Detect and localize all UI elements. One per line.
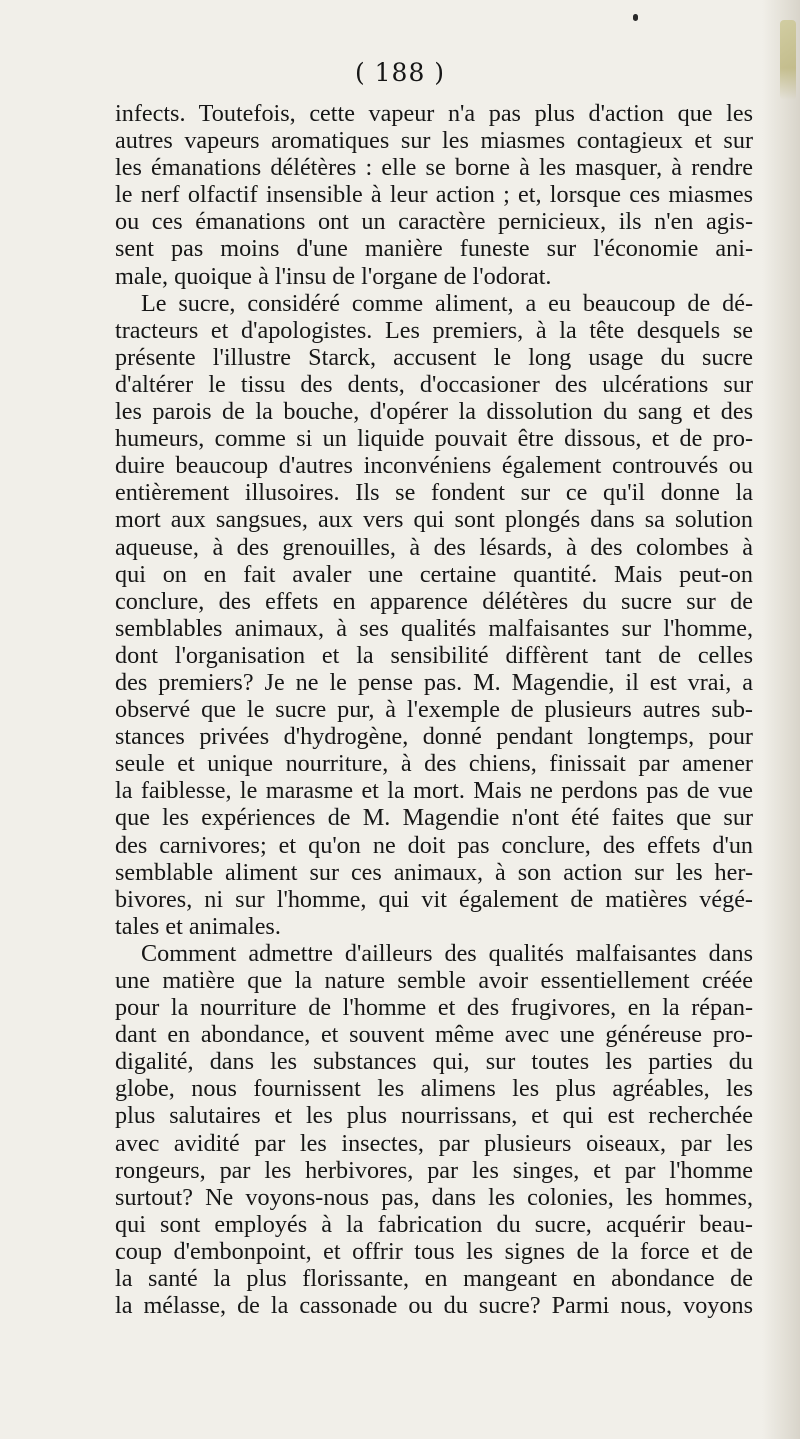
text-line: tales et animales. [115,912,281,940]
text-line: observé que le sucre pur, à l'exemple de plusieurs autres sub- [115,696,753,724]
text-line: la faiblesse, le marasme et la mort. Mais ne perdons pas de vue [115,777,753,805]
text-line: coup d'embonpoint, et offrir tous les signes de la force et de [115,1237,753,1265]
page-edge-shadow [762,0,800,1439]
page-number: ( 188 ) [354,58,446,87]
text-line: des carnivores; et qu'on ne doit pas conclure, des effets d'un [115,831,753,859]
text-line: la mélasse, de la cassonade ou du sucre? Parmi nous, voyons [115,1292,753,1320]
text-line: les parois de la bouche, d'opérer la dissolution du sang et des [115,398,753,426]
text-line: ou ces émanations ont un caractère pernicieux, ils n'en agis- [115,208,753,236]
text-line: stances privées d'hydrogène, donné pendant longtemps, pour [115,723,753,751]
text-line: seule et unique nourriture, à des chiens, finissait par amener [115,750,753,778]
text-line: la santé la plus florissante, en mangeant en abondance de [115,1265,753,1293]
text-line: des premiers? Je ne le pense pas. M. Magendie, il est vrai, a [115,668,753,696]
text-line: les émanations délétères : elle se borne à les masquer, à rendre [115,154,753,182]
text-line: Comment admettre d'ailleurs des qualités malfaisantes dans [141,939,753,967]
text-line: surtout? Ne voyons-nous pas, dans les colonies, les hommes, [115,1183,753,1211]
text-line: rongeurs, par les herbivores, par les singes, et par l'homme [115,1156,753,1184]
text-line: bivores, ni sur l'homme, qui vit également de matières végé- [115,885,753,913]
text-line: autres vapeurs aromatiques sur les miasmes contagieux et sur [115,127,753,155]
text-line: une matière que la nature semble avoir essentiellement créée [115,967,753,994]
text-line: duire beaucoup d'autres inconvéniens également controuvés ou [115,452,753,480]
text-line: que les expériences de M. Magendie n'ont été faites que sur [115,804,753,832]
text-line: qui sont employés à la fabrication du sucre, acquérir beau- [115,1210,753,1238]
text-line: globe, nous fournissent les alimens les plus agréables, les [115,1075,753,1103]
text-line: semblables animaux, à ses qualités malfaisantes sur l'homme, [115,614,753,642]
text-line: conclure, des effets en apparence délétères du sucre sur de [115,587,753,615]
text-line: tracteurs et d'apologistes. Les premiers, à la tête desquels se [115,316,753,344]
ink-dot-mark [633,14,638,21]
text-line: plus salutaires et les plus nourrissans, et qui est recherchée [115,1102,753,1130]
text-line: semblable aliment sur ces animaux, à son action sur les her- [115,858,753,886]
text-line: qui on en fait avaler une certaine quantité. Mais peut-on [115,560,753,588]
text-line: avec avidité par les insectes, par plusieurs oiseaux, par les [115,1129,753,1157]
body-text [115,100,753,1319]
text-line: le nerf olfactif insensible à leur action ; et, lorsque ces miasmes [115,181,753,209]
text-line: humeurs, comme si un liquide pouvait être dissous, et de pro- [115,425,753,453]
text-line: d'altérer le tissu des dents, d'occasioner des ulcérations sur [115,370,753,398]
text-line: infects. Toutefois, cette vapeur n'a pas plus d'action que les [115,100,753,127]
text-line: dant en abondance, et souvent même avec une généreuse pro- [115,1021,753,1049]
text-line: mort aux sangsues, aux vers qui sont plongés dans sa solution [115,506,753,534]
text-line: digalité, dans les substances qui, sur toutes les parties du [115,1048,753,1076]
text-line: sent pas moins d'une manière funeste sur l'économie ani- [115,235,753,263]
text-line: entièrement illusoires. Ils se fondent sur ce qu'il donne la [115,479,753,507]
text-line: présente l'illustre Starck, accusent le long usage du sucre [115,343,753,371]
text-line: Le sucre, considéré comme aliment, a eu beaucoup de dé- [141,289,753,317]
text-line: male, quoique à l'insu de l'organe de l'odorat. [115,262,552,290]
text-line: dont l'organisation et la sensibilité diffèrent tant de celles [115,641,753,669]
text-line: aqueuse, à des grenouilles, à des lésards, à des colombes à [115,533,753,561]
text-line: pour la nourriture de l'homme et des frugivores, en la répan- [115,994,753,1022]
